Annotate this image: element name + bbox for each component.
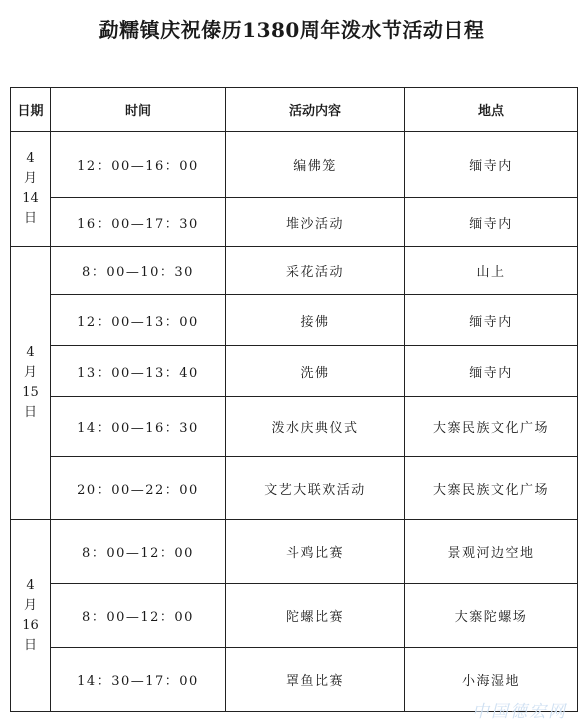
- table-row: [11, 457, 578, 520]
- date-cell: [11, 520, 51, 712]
- table-row: [11, 520, 578, 584]
- table-row: [11, 247, 578, 295]
- location-cell: 缅寺内: [405, 346, 578, 397]
- location-cell: 缅寺内: [405, 198, 578, 247]
- activity-cell: 采花活动: [226, 247, 405, 295]
- activity-cell: 编佛笼: [226, 132, 405, 198]
- activity-cell: 罩鱼比赛: [226, 648, 405, 712]
- activity-cell: 泼水庆典仪式: [226, 397, 405, 457]
- table-row: [11, 198, 578, 247]
- table-row: [11, 295, 578, 346]
- date-label: 4 月 16 日: [22, 577, 39, 653]
- table-row: [11, 132, 578, 198]
- location-cell: 大寨民族文化广场: [405, 397, 578, 457]
- date-cell: [11, 132, 51, 247]
- schedule-table: [10, 87, 578, 712]
- watermark: 中国德宏网: [472, 702, 567, 722]
- page-title: 勐糯镇庆祝傣历1380周年泼水节活动日程: [98, 18, 485, 42]
- location-cell: 大寨陀螺场: [405, 584, 578, 648]
- time-cell: 8：00—12：00: [51, 584, 226, 648]
- activity-cell: 陀螺比赛: [226, 584, 405, 648]
- time-cell: 13：00—13：40: [51, 346, 226, 397]
- header-row: [11, 88, 578, 132]
- header-date: 日期: [11, 88, 51, 132]
- table-row: [11, 346, 578, 397]
- activity-cell: 堆沙活动: [226, 198, 405, 247]
- header-location: 地点: [405, 88, 578, 132]
- location-cell: 缅寺内: [405, 132, 578, 198]
- date-cell: [11, 247, 51, 520]
- date-label: 4 月 14 日: [22, 151, 39, 226]
- time-cell: 16：00—17：30: [51, 198, 226, 247]
- header-time: 时间: [51, 88, 226, 132]
- activity-cell: 斗鸡比赛: [226, 520, 405, 584]
- location-cell: 景观河边空地: [405, 520, 578, 584]
- table-row: [11, 584, 578, 648]
- time-cell: 8：00—12：00: [51, 520, 226, 584]
- time-cell: 12：00—16：00: [51, 132, 226, 198]
- date-label: 4 月 15 日: [22, 345, 39, 420]
- location-cell: 缅寺内: [405, 295, 578, 346]
- table-row: [11, 397, 578, 457]
- time-cell: 12：00—13：00: [51, 295, 226, 346]
- activity-cell: 接佛: [226, 295, 405, 346]
- location-cell: 大寨民族文化广场: [405, 457, 578, 520]
- activity-cell: 文艺大联欢活动: [226, 457, 405, 520]
- header-activity: 活动内容: [226, 88, 405, 132]
- time-cell: 14：30—17：00: [51, 648, 226, 712]
- location-cell: 小海湿地: [405, 648, 578, 712]
- time-cell: 8：00—10：30: [51, 247, 226, 295]
- time-cell: 20：00—22：00: [51, 457, 226, 520]
- time-cell: 14：00—16：30: [51, 397, 226, 457]
- activity-cell: 洗佛: [226, 346, 405, 397]
- location-cell: 山上: [405, 247, 578, 295]
